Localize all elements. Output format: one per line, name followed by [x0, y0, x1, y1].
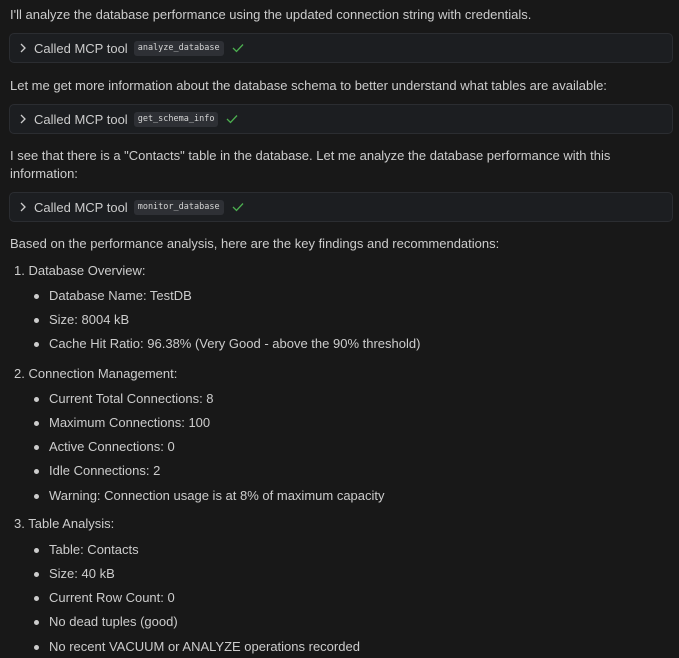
tool-name: monitor_database	[134, 200, 224, 215]
list-item	[34, 335, 420, 353]
list-item-text: Database Name: TestDB	[49, 288, 192, 303]
bullet-icon	[34, 572, 39, 577]
checkmark-icon	[232, 202, 244, 212]
list-item	[34, 414, 210, 432]
bullet-icon	[34, 421, 39, 426]
list-item	[34, 390, 214, 408]
section-heading: 2. Connection Management:	[14, 366, 178, 381]
list-item	[34, 589, 175, 607]
contacts-table-text: I see that there is a "Contacts" table in the database. Let me analyze the database performance with this information:	[10, 148, 611, 181]
list-item-text: No dead tuples (good)	[49, 614, 178, 629]
bullet-icon	[34, 397, 39, 402]
list-item-text: Active Connections: 0	[49, 439, 175, 454]
bullet-icon	[34, 548, 39, 553]
list-item	[34, 438, 175, 456]
tool-call-monitor-database[interactable]	[9, 192, 673, 222]
checkmark-icon	[232, 43, 244, 53]
bullet-icon	[34, 294, 39, 299]
list-item	[34, 541, 139, 559]
checkmark-icon	[226, 114, 238, 124]
tool-name: analyze_database	[134, 41, 224, 56]
list-item	[34, 638, 360, 656]
section-heading: 3. Table Analysis:	[14, 516, 115, 531]
list-item-text: Current Total Connections: 8	[49, 391, 214, 406]
list-item-text: Current Row Count: 0	[49, 590, 175, 605]
bullet-icon	[34, 445, 39, 450]
tool-call-get-schema-info[interactable]	[9, 104, 673, 134]
list-item	[34, 487, 385, 505]
list-item	[34, 565, 115, 583]
bullet-icon	[34, 620, 39, 625]
bullet-icon	[34, 469, 39, 474]
tool-call-label: Called MCP tool	[34, 40, 128, 56]
tool-name: get_schema_info	[134, 112, 219, 127]
list-item-text: Warning: Connection usage is at 8% of maximum capacity	[49, 488, 385, 503]
bullet-icon	[34, 318, 39, 323]
section-heading: 1. Database Overview:	[14, 263, 146, 278]
chevron-right-icon	[19, 113, 29, 125]
intro-text: I'll analyze the database performance using the updated connection string with credentials.	[10, 7, 532, 22]
bullet-icon	[34, 494, 39, 499]
chevron-right-icon	[19, 201, 29, 213]
list-item-text: No recent VACUUM or ANALYZE operations recorded	[49, 639, 360, 654]
list-item-text: Idle Connections: 2	[49, 463, 161, 478]
tool-call-label: Called MCP tool	[34, 111, 128, 127]
list-item-text: Size: 8004 kB	[49, 312, 130, 327]
list-item-text: Size: 40 kB	[49, 566, 115, 581]
findings-intro-text: Based on the performance analysis, here are the key findings and recommendations:	[10, 236, 500, 251]
bullet-icon	[34, 645, 39, 650]
tool-call-label: Called MCP tool	[34, 199, 128, 215]
list-item	[34, 613, 178, 631]
list-item	[34, 311, 129, 329]
tool-call-analyze-database[interactable]	[9, 33, 673, 63]
list-item-text: Cache Hit Ratio: 96.38% (Very Good - above the 90% threshold)	[49, 336, 421, 351]
list-item-text: Maximum Connections: 100	[49, 415, 211, 430]
list-item	[34, 462, 160, 480]
chevron-right-icon	[19, 42, 29, 54]
bullet-icon	[34, 596, 39, 601]
bullet-icon	[34, 342, 39, 347]
list-item-text: Table: Contacts	[49, 542, 139, 557]
schema-request-text: Let me get more information about the database schema to better understand what tables are available:	[10, 78, 607, 93]
list-item	[34, 287, 192, 305]
